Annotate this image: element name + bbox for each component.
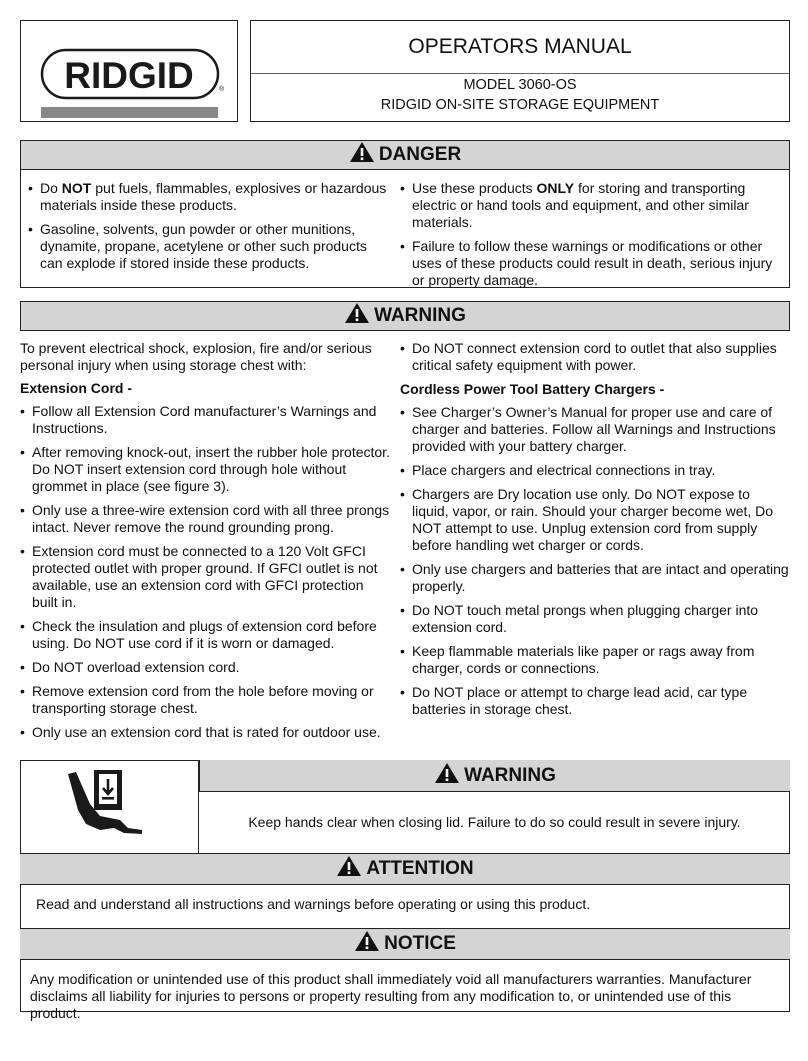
warning-left-col: [20, 340, 390, 748]
danger-label: DANGER: [378, 144, 462, 165]
pinch-warning-text: Keep hands clear when closing lid. Failure to do so could result in severe injury.: [248, 814, 741, 830]
attention-label: ATTENTION: [366, 858, 474, 879]
extension-cord-item: • Only use a three-wire extension cord with all three prongs intact. Never remove the round grounding prong.: [20, 502, 390, 536]
extension-cord-item: • Follow all Extension Cord manufacturer’s Warnings and Instructions.: [20, 403, 390, 437]
warning-triangle-icon: [354, 930, 380, 958]
extension-cord-heading: Extension Cord -: [20, 380, 133, 396]
title-box: [250, 20, 790, 122]
charger-item: • See Charger’s Owner’s Manual for proper use and care of charger and batteries. Follow all Warnings and Instructions provided with your battery charger.: [400, 404, 790, 455]
notice-label: NOTICE: [384, 933, 456, 954]
title-divider: [251, 73, 789, 74]
charger-item: • Do NOT place or attempt to charge lead acid, car type batteries in storage chest.: [400, 684, 790, 718]
notice-header: [20, 928, 790, 960]
extension-cord-item: • After removing knock-out, insert the rubber hole protector. Do NOT insert extension cord through hole without grommet in place (see figure 3).: [20, 444, 390, 495]
charger-item: • Only use chargers and batteries that are intact and operating properly.: [400, 561, 790, 595]
warning-triangle-icon: [349, 141, 375, 169]
notice-text: Any modification or unintended use of this product shall immediately void all manufacturers warranties. Manufacturer disclaims all liability for injuries to persons or property resulting from any modification to, or unintended use of this product.: [30, 971, 752, 1021]
page-title: OPERATORS MANUAL: [408, 35, 632, 58]
warning-triangle-icon: [336, 855, 362, 883]
danger-left-col: [28, 180, 390, 279]
charger-item: • Place chargers and electrical connections in tray.: [400, 462, 790, 479]
model-number: MODEL 3060-OS: [463, 77, 577, 93]
charger-item: • Keep flammable materials like paper or rags away from charger, cords or connections.: [400, 643, 790, 677]
logo-box: [20, 20, 238, 122]
danger-item: • Failure to follow these warnings or modifications or other uses of these products could result in death, serious injury or property damage.: [400, 238, 785, 289]
attention-header: [20, 853, 790, 885]
danger-item: • Gasoline, solvents, gun powder or other munitions, dynamite, propane, acetylene or other such products can explode if stored inside these products.: [28, 221, 390, 272]
ridgid-logo: [41, 49, 223, 126]
pinch-warning-header: [199, 760, 790, 792]
attention-text: Read and understand all instructions and warnings before operating or using this product.: [36, 896, 591, 912]
pinch-hazard-cell: [20, 760, 199, 853]
extension-cord-item: • Do NOT connect extension cord to outlet that also supplies critical safety equipment with power.: [400, 340, 790, 374]
svg-text:®: ®: [219, 86, 225, 93]
charger-heading: Cordless Power Tool Battery Chargers -: [400, 381, 665, 397]
warning-triangle-icon: [434, 762, 460, 790]
warning-label: WARNING: [374, 305, 466, 326]
danger-item: • Do NOT put fuels, flammables, explosives or hazardous materials inside these products.: [28, 180, 390, 214]
product-name: RIDGID ON-SITE STORAGE EQUIPMENT: [380, 97, 660, 113]
extension-cord-item: • Check the insulation and plugs of extension cord before using. Do NOT use cord if it is worn or damaged.: [20, 618, 390, 652]
pinch-warning-label: WARNING: [464, 764, 556, 786]
warning-header: [20, 301, 790, 331]
extension-cord-item: • Extension cord must be connected to a 120 Volt GFCI protected outlet with proper ground. If GFCI outlet is not available, use an extension cord with GFCI protection built in.: [20, 543, 390, 611]
warning-triangle-icon: [344, 302, 370, 330]
svg-text:RIDGID: RIDGID: [64, 55, 194, 96]
warning-right-col: [400, 340, 790, 725]
charger-item: • Chargers are Dry location use only. Do NOT expose to liquid, vapor, or rain. Should your charger become wet, Do NOT attempt to use. Unplug extension cord from supply before handling wet charger or cords.: [400, 486, 790, 554]
warning-intro: To prevent electrical shock, explosion, fire and/or serious personal injury when using storage chest with:: [20, 340, 372, 373]
hand-pinch-icon: [66, 770, 146, 841]
extension-cord-item: • Only use an extension cord that is rated for outdoor use.: [20, 724, 390, 741]
extension-cord-item: • Remove extension cord from the hole before moving or transporting storage chest.: [20, 683, 390, 717]
danger-header: [20, 140, 790, 170]
danger-item: • Use these products ONLY for storing and transporting electric or hand tools and equipment, and other similar materials.: [400, 180, 785, 231]
danger-right-col: [400, 180, 785, 296]
extension-cord-item: • Do NOT overload extension cord.: [20, 659, 390, 676]
charger-item: • Do NOT touch metal prongs when plugging charger into extension cord.: [400, 602, 790, 636]
